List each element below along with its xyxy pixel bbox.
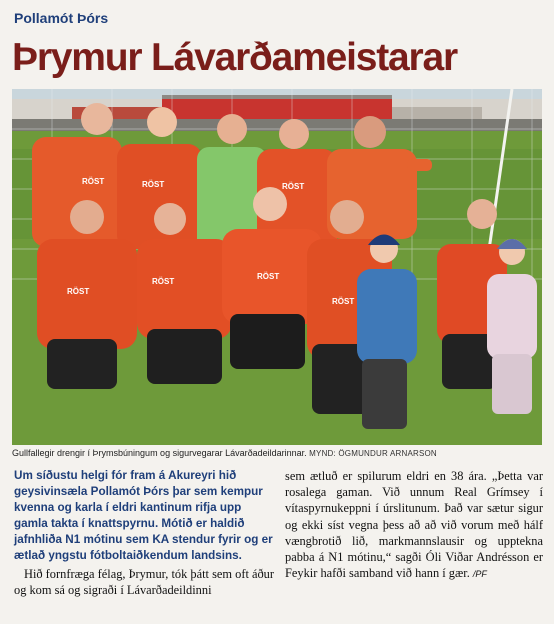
photo-credit: MYND: ÖGMUNDUR ARNARSON xyxy=(309,449,437,458)
team-photo xyxy=(12,89,542,445)
article-headline: Þrymur Lávarðameistarar xyxy=(12,36,457,79)
caption-text: Gullfallegir drengir í Þrymsbúningum og sigurvegarar Lávarðadeildarinnar. xyxy=(12,448,307,458)
author-signature: /PF xyxy=(472,569,487,580)
shirt-sponsor: RÖST xyxy=(257,272,280,281)
photo-caption xyxy=(12,448,542,458)
article-lead: Um síðustu helgi fór fram á Akureyri hið geysivinsæla Pollamót Þórs þar sem kempur kvenna og karla í eldri kantinum rifja upp gamla takta í knattspyrnu. Mótið er haldið jafnhliða N1 mótinu sem KA stendur fyrir og er ætlað yngstu fótboltaiðkendum landsins. xyxy=(14,469,273,562)
article-column-right xyxy=(285,468,543,582)
team-photo-illustration xyxy=(12,89,542,445)
shirt-sponsor: RÖST xyxy=(152,277,175,286)
article-column-left xyxy=(14,468,274,598)
shirt-sponsor: RÖST xyxy=(332,297,355,306)
shirt-sponsor: RÖST xyxy=(282,182,305,191)
shirt-sponsor: RÖST xyxy=(82,177,105,186)
article-kicker: Pollamót Þórs xyxy=(14,10,109,26)
shirt-sponsor: RÖST xyxy=(142,180,165,189)
article-body-right: sem ætluð er spilurum eldri en 38 ára. „Þetta var rosalega gaman. Við unnum Real Grímsey í vítaspyrnukeppni í úrslitunum. Það var sætur sigur og ekki síst vegna þess að að við vorum með hálf vængbrotið lið, markmannslausir og upptekna pabba á N1 mótinu,“ sagði Óli Viðar Andrésson er Feykir hafði samband við hann í gær. xyxy=(285,469,543,581)
article-body-left: Hið fornfræga félag, Þrymur, tók þátt sem oft áður og kom sá og sigraði í Lávarðadeildinni xyxy=(14,567,275,598)
shirt-sponsor: RÖST xyxy=(67,287,90,296)
